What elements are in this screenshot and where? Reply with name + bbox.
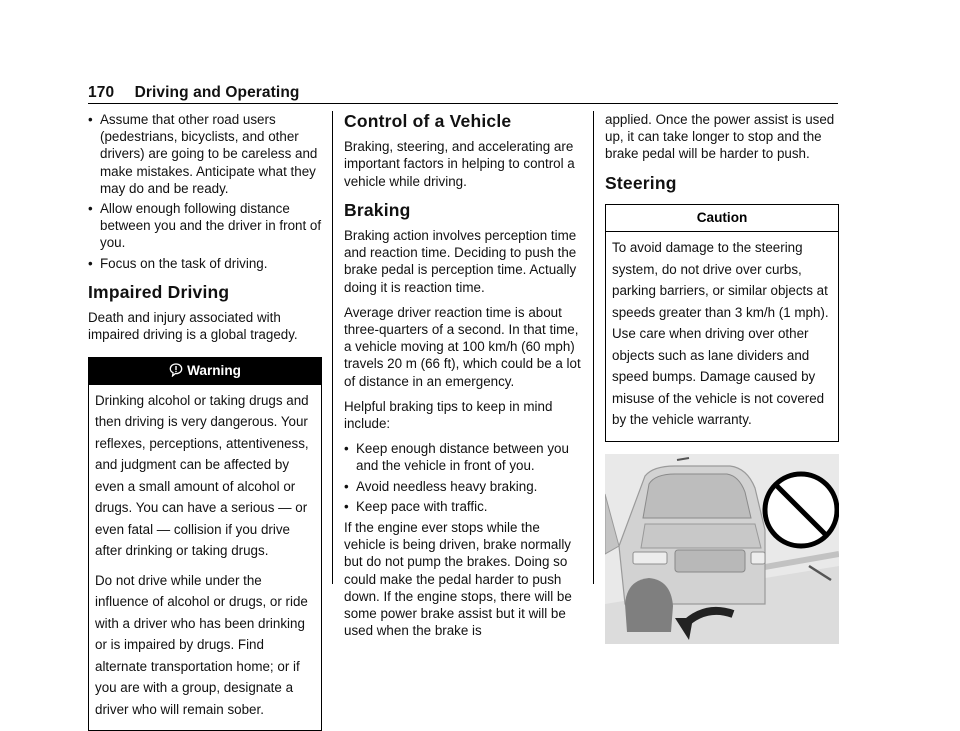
section-title: Driving and Operating bbox=[134, 84, 300, 101]
list-item: • Keep pace with traffic. bbox=[344, 498, 488, 514]
bullet-icon: • bbox=[344, 498, 349, 514]
braking-paragraph-1: Braking action involves perception time and reaction time. Deciding to push the brake pedal is perception time. Actually doing it is reaction time. bbox=[344, 228, 577, 295]
speech-bubble-warning-icon bbox=[169, 363, 183, 377]
column-3 bbox=[605, 111, 839, 648]
caution-title: Caution bbox=[606, 205, 838, 232]
bullet-icon: • bbox=[344, 478, 349, 494]
control-text: Braking, steering, and accelerating are important factors in helping to control a vehicle while driving. bbox=[344, 139, 575, 189]
column-1 bbox=[88, 111, 322, 731]
bullet-icon: • bbox=[344, 441, 349, 457]
list-item: • Focus on the task of driving. bbox=[88, 255, 268, 271]
warning-title: Warning bbox=[187, 363, 241, 379]
list-item: • Allow enough following distance between you and the driver in front of you. bbox=[88, 201, 322, 251]
warning-box bbox=[88, 357, 322, 731]
list-item: • Assume that other road users (pedestrians, bicyclists, and other drivers) are going to be careless and make mistakes. Anticipate what they may do and be ready. bbox=[88, 112, 318, 196]
braking-paragraph-3: Helpful braking tips to keep in mind include: bbox=[344, 398, 553, 432]
header-rule bbox=[88, 103, 838, 104]
bullet-icon: • bbox=[88, 201, 93, 217]
bullet-icon: • bbox=[88, 112, 93, 127]
warning-body bbox=[89, 385, 321, 731]
column-divider-1 bbox=[332, 111, 333, 584]
bullet-icon: • bbox=[88, 255, 93, 271]
column-divider-2 bbox=[593, 111, 594, 584]
column-2 bbox=[344, 111, 582, 647]
continued-text: applied. Once the power assist is used up, it can take longer to stop and the brake pedal will be harder to push. bbox=[605, 112, 835, 162]
truck-curb-illustration bbox=[605, 454, 839, 644]
impaired-driving-heading: Impaired Driving bbox=[88, 281, 230, 302]
warning-header bbox=[89, 358, 321, 384]
impaired-intro: Death and injury associated with impaired driving is a global tragedy. bbox=[88, 310, 298, 343]
caution-text: To avoid damage to the steering system, do not drive over curbs, parking barriers, or similar objects at speeds greater than 3 km/h (1 mph). Use care when driving over other objects such as lane dividers and speed bumps. Damage caused by misuse of the vehicle is not covered by the vehicle warranty. bbox=[612, 240, 829, 428]
warning-paragraph-1: Drinking alcohol or taking drugs and then driving is very dangerous. Your reflexes, perceptions, attentiveness, and judgment can be affected by even a small amount of alcohol or drugs. You can have a serious — or even fatal — collision if you drive after drinking or taking drugs. bbox=[95, 392, 309, 559]
braking-paragraph-2: Average driver reaction time is about three-quarters of a second. In that time, a vehicle moving at 100 km/h (60 mph) travels 20 m (66 ft), which could be a lot of distance in an emergency. bbox=[344, 304, 581, 389]
page-header bbox=[88, 84, 299, 102]
control-heading: Control of a Vehicle bbox=[344, 111, 512, 131]
windshield bbox=[643, 474, 751, 518]
braking-heading: Braking bbox=[344, 199, 411, 220]
headlight-left bbox=[633, 552, 667, 564]
list-item: • Keep enough distance between you and the vehicle in front of you. bbox=[344, 441, 569, 474]
front-wheel bbox=[625, 578, 673, 632]
list-item: • Avoid needless heavy braking. bbox=[344, 478, 538, 494]
steering-heading: Steering bbox=[605, 172, 677, 193]
headlight-right bbox=[751, 552, 765, 564]
driving-tips-list bbox=[88, 111, 322, 272]
warning-paragraph-2: Do not drive while under the influence of alcohol or drugs, or ride with a driver who has been drinking or is impaired by drugs. Find alternate transportation home; or if you are with a group, designate a driver who will remain sober. bbox=[95, 572, 308, 717]
page-number: 170 bbox=[88, 84, 115, 101]
braking-tips-list bbox=[344, 440, 582, 515]
grille bbox=[675, 550, 745, 572]
caution-box bbox=[605, 204, 839, 442]
braking-paragraph-4: If the engine ever stops while the vehicle is being driven, brake normally but do not pump the brakes. Doing so could make the pedal harder to push down. If the engine stops, there will be some power brake assist but it will be used when the brake is bbox=[344, 520, 572, 639]
caution-body bbox=[606, 232, 838, 441]
hood bbox=[641, 524, 761, 548]
